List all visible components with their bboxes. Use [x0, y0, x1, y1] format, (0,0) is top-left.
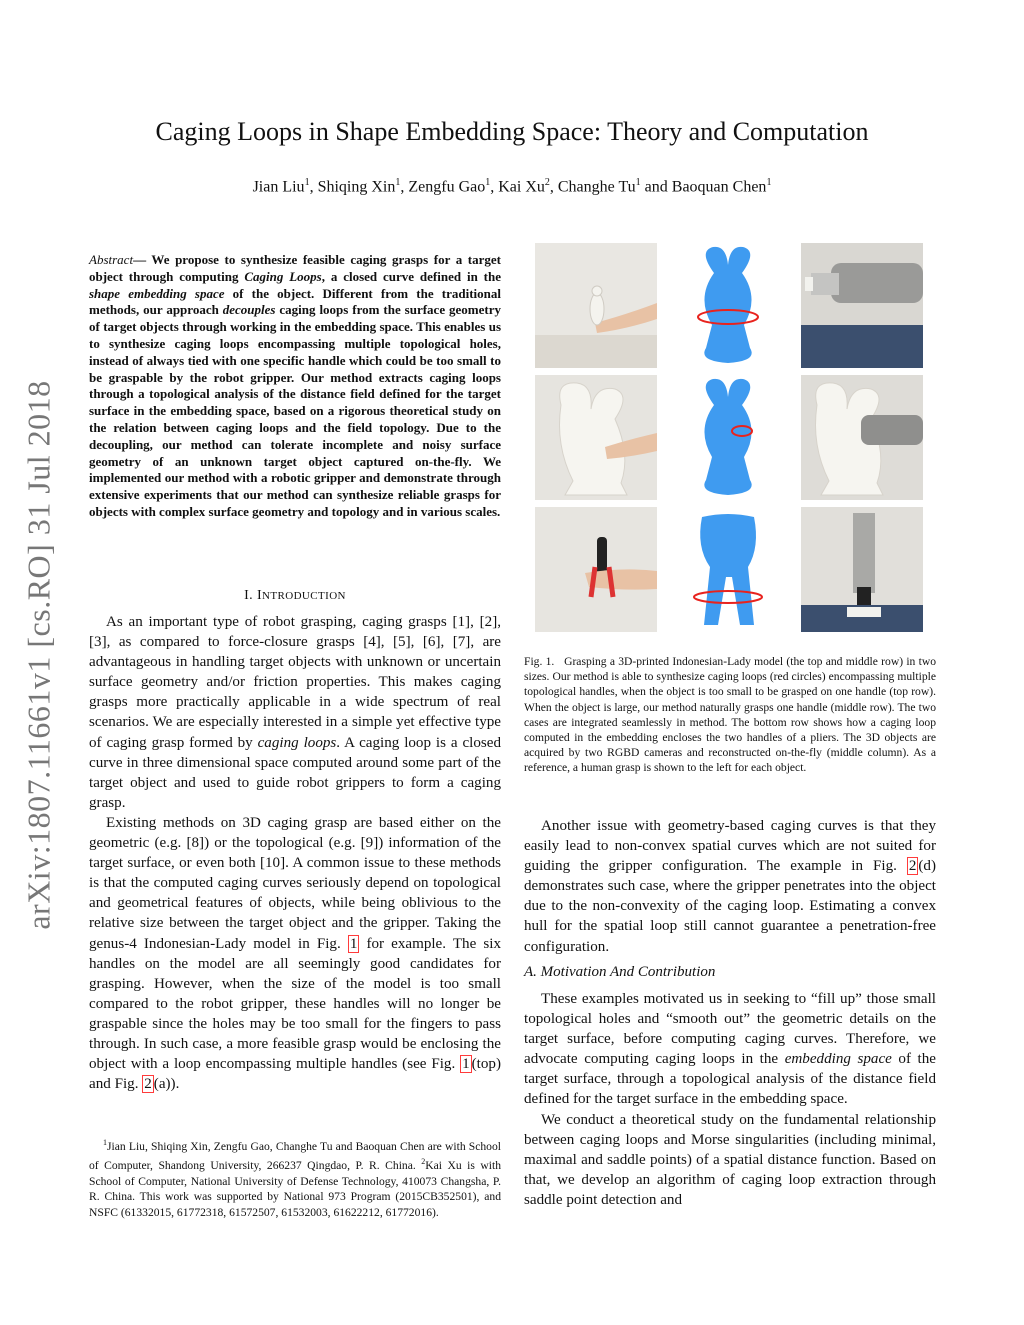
model-blue-pliers-loop: [668, 507, 790, 632]
photo-human-grasp-pliers: [535, 507, 657, 632]
figure-1: [535, 243, 923, 640]
author-name: Changhe Tu: [557, 178, 636, 196]
introduction-body: [89, 612, 501, 1094]
author-name: Baoquan Chen: [671, 178, 767, 196]
subsection-heading: A. Motivation And Contribution: [524, 964, 716, 980]
paragraph: Another issue with geometry-based caging curves is that they easily lead to non-convex spatial curves which are not suited for guiding the gripper configuration. The example in Fig. 2 (d) demonstrates such case, where the gripper penetrates into the object due to the non-convexity of the caging loop. Estimating a convex hull for the spatial loop still cannot guarantee a penetration-free configuration.: [524, 818, 936, 955]
photo-human-grasp-large: [535, 375, 657, 500]
author-name: Jian Liu: [252, 178, 305, 196]
author-affiliation: 1: [766, 177, 772, 188]
author-name: Kai Xu: [498, 178, 545, 196]
paragraph: We conduct a theoretical study on the fundamental relationship between caging loops and Morse singularities (including minimal, maximal and saddle points) of a spatial distance function. Based on that, we develop an algorithm of caging loop extraction through saddle point detection and: [524, 1111, 936, 1208]
author-list: Jian Liu$^1$, Shiqing Xin$^1$, Zengfu Gao$^1$, Kai Xu$^2$, Changhe Tu$^1$ and Baoquan Chen$^1$: [252, 177, 772, 196]
figure-1-caption: Fig. 1. Grasping a 3D-printed Indonesian-Lady model (the top and middle row) in two sizes. Our method is able to synthesize caging loops (red circles) encompassing multiple topological handles, when the object is too small to be grasped on one handle (top row). When the object is large, our method naturally grasps one handle (middle row). The two cases are integrated seamlessly in method. The bottom row shows how a caging loop computed in the embedding encloses the two handles of a pliers. The 3D objects are acquired by two RGBD cameras and reconstructed on-the-fly (middle column). As a reference, a human grasp is shown to the left for each object.: [524, 655, 936, 775]
right-column-body: [524, 816, 936, 957]
author-affiliation: 2: [544, 177, 550, 188]
paragraph: Existing methods on 3D caging grasp are based either on the geometric (e.g. [8]) or the topological (e.g. [9]) information of the target surface, or even both [10]. A common issue to these methods is that the computed caging curves seriously depend on topological and geometrical features of objects, while being oblivious to the relative size between the target object and the gripper. Taking the genus-4 Indonesian-Lady model in Fig. 1 for example. The six handles on the model are all seemingly good candidates for grasping. However, when the size of the model is too small compared to the robot gripper, these handles will no longer be graspable since the holes may be too small for the fingers to pass through. In such case, a more feasible grasp would be enclosing the object with a loop encompassing multiple handles (see Fig. 1 (top) and Fig. 2 (a)).: [89, 814, 501, 1093]
photo-robot-grasp-large: [801, 375, 923, 500]
photo-robot-grasp-pliers: [801, 507, 923, 632]
figure-ref-link[interactable]: 1: [349, 935, 358, 952]
photo-human-grasp-small: [535, 243, 657, 368]
author-affiliation: 1: [635, 177, 641, 188]
arxiv-stamp: [14, 360, 64, 950]
paper-title: Caging Loops in Shape Embedding Space: Theory and Computation: [155, 117, 869, 146]
model-blue-small-loop: [668, 243, 790, 368]
author-affiliation: 1: [304, 177, 310, 188]
footnote: $^1$Jian Liu, Shiqing Xin, Zengfu Gao, Changhe Tu and Baoquan Chen are with School of Computer, Shandong University, 266237 Qingdao, P. R. China. $^2$Kai Xu is with School of Computer, National University of Defense Technology, 410073 Changsha, P. R. China. This work was supported by National 973 Program (2015CB352501), and NSFC (61332015, 61772318, 61572507, 61532003, 61622212, 61772016).: [89, 1138, 501, 1219]
abstract: Abstract— We propose to synthesize feasible caging grasps for a target object through computing Caging Loops, a closed curve defined in the shape embedding space of the object. Different from the traditional methods, our approach decouples caging loops from the surface geometry of target objects through working in the embedding space. This enables us to synthesize caging loops encompassing multiple topological holes, instead of always tied with one specific handle which could be too small to be graspable by the robot gripper. Our method extracts caging loops through a topological analysis of the distance field defined for the target surface in the embedding space, based on a rigorous theoretical study on the relation between caging loops and the field topology. Due to the decoupling, our method can tolerate incomplete and noisy surface geometry of an unknown target object captured on-the-fly. We implemented our method with a robotic gripper and demonstrate through extensive experiments that our method can synthesize reliable grasps for objects with complex surface geometry and topology and in various scales.: [89, 252, 502, 519]
figure-ref-link[interactable]: 2: [908, 858, 917, 875]
paragraph: As an important type of robot grasping, caging grasps [1], [2], [3], as compared to force-closure grasps [4], [5], [6], [7], are advantageous in handling target objects with unknown or uncertain surface geometry and/or friction properties. This makes caging grasps more practically applicable in a wide spectrum of real scenarios. We are especially interested in a simple yet effective type of caging grasp formed by caging loops. A caging loop is a closed curve in three dimensional space computed around some part of the target object and used to guide robot grippers to form a caging grasp.: [89, 614, 502, 811]
right-column-body-2: [524, 989, 936, 1210]
abstract-label: Abstract: [89, 252, 134, 267]
model-blue-large-loop: [668, 375, 790, 500]
caption-label: Fig. 1.: [524, 655, 555, 668]
figure-ref-link[interactable]: 1: [462, 1056, 470, 1073]
author-name: Zengfu Gao: [408, 178, 486, 196]
author-name: Shiqing Xin: [317, 178, 396, 196]
paragraph: These examples motivated us in seeking to “fill up” those small topological holes and “smooth out” the geometric details on the target surface, before computing caging curves. Therefore, we advocate computing caging loops in the embedding space of the target surface, through a topological analysis of the distance field defined for the target surface in the embedding space.: [524, 991, 936, 1108]
author-affiliation: 1: [395, 177, 401, 188]
figure-ref-link[interactable]: 2: [144, 1076, 152, 1093]
photo-robot-grasp-small: [801, 243, 923, 368]
section-heading-introduction: I. INTRODUCTION: [244, 588, 346, 603]
arxiv-id: arXiv:1807.11661v1 [cs.RO] 31 Jul 2018: [20, 380, 57, 930]
author-affiliation: 1: [485, 177, 491, 188]
